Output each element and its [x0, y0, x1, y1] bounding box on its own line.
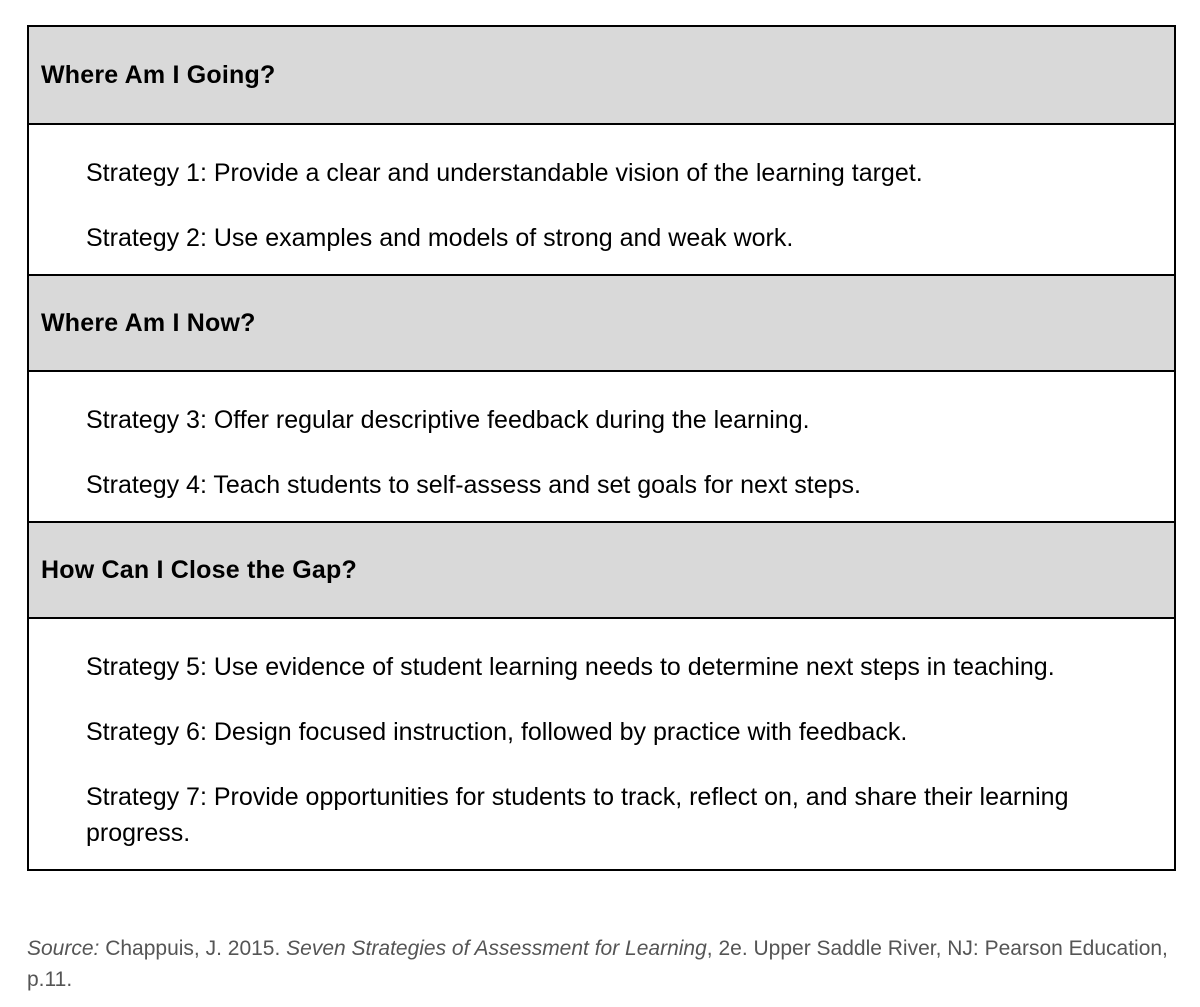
- strategy-item: Strategy 3: Offer regular descriptive feedback during the learning.: [86, 406, 810, 434]
- section-body: [29, 617, 1174, 869]
- source-label: Source:: [27, 937, 100, 960]
- strategy-item: Strategy 5: Use evidence of student learning needs to determine next steps in teaching.: [86, 653, 1055, 681]
- strategy-item: Strategy 4: Teach students to self-assess and set goals for next steps.: [86, 471, 861, 499]
- strategy-table: [27, 25, 1176, 871]
- section-body: [29, 123, 1174, 274]
- source-title: Seven Strategies of Assessment for Learning: [286, 937, 707, 960]
- section-body: [29, 370, 1174, 521]
- source-author: Chappuis, J. 2015.: [99, 937, 287, 960]
- strategy-item: Strategy 7: Provide opportunities for students to track, reflect on, and share their learning progress.: [86, 783, 1069, 847]
- strategy-item: Strategy 6: Design focused instruction, followed by practice with feedback.: [86, 718, 908, 746]
- section-heading: How Can I Close the Gap?: [29, 521, 1174, 617]
- strategy-item: Strategy 2: Use examples and models of strong and weak work.: [86, 224, 794, 252]
- source-citation: [27, 933, 1177, 995]
- section-heading: Where Am I Going?: [29, 27, 1174, 123]
- section-heading: Where Am I Now?: [29, 274, 1174, 370]
- source-publication: , 2e. Upper Saddle River, NJ: Pearson Education, p.11.: [27, 937, 1168, 991]
- strategy-item: Strategy 1: Provide a clear and understandable vision of the learning target.: [86, 159, 923, 187]
